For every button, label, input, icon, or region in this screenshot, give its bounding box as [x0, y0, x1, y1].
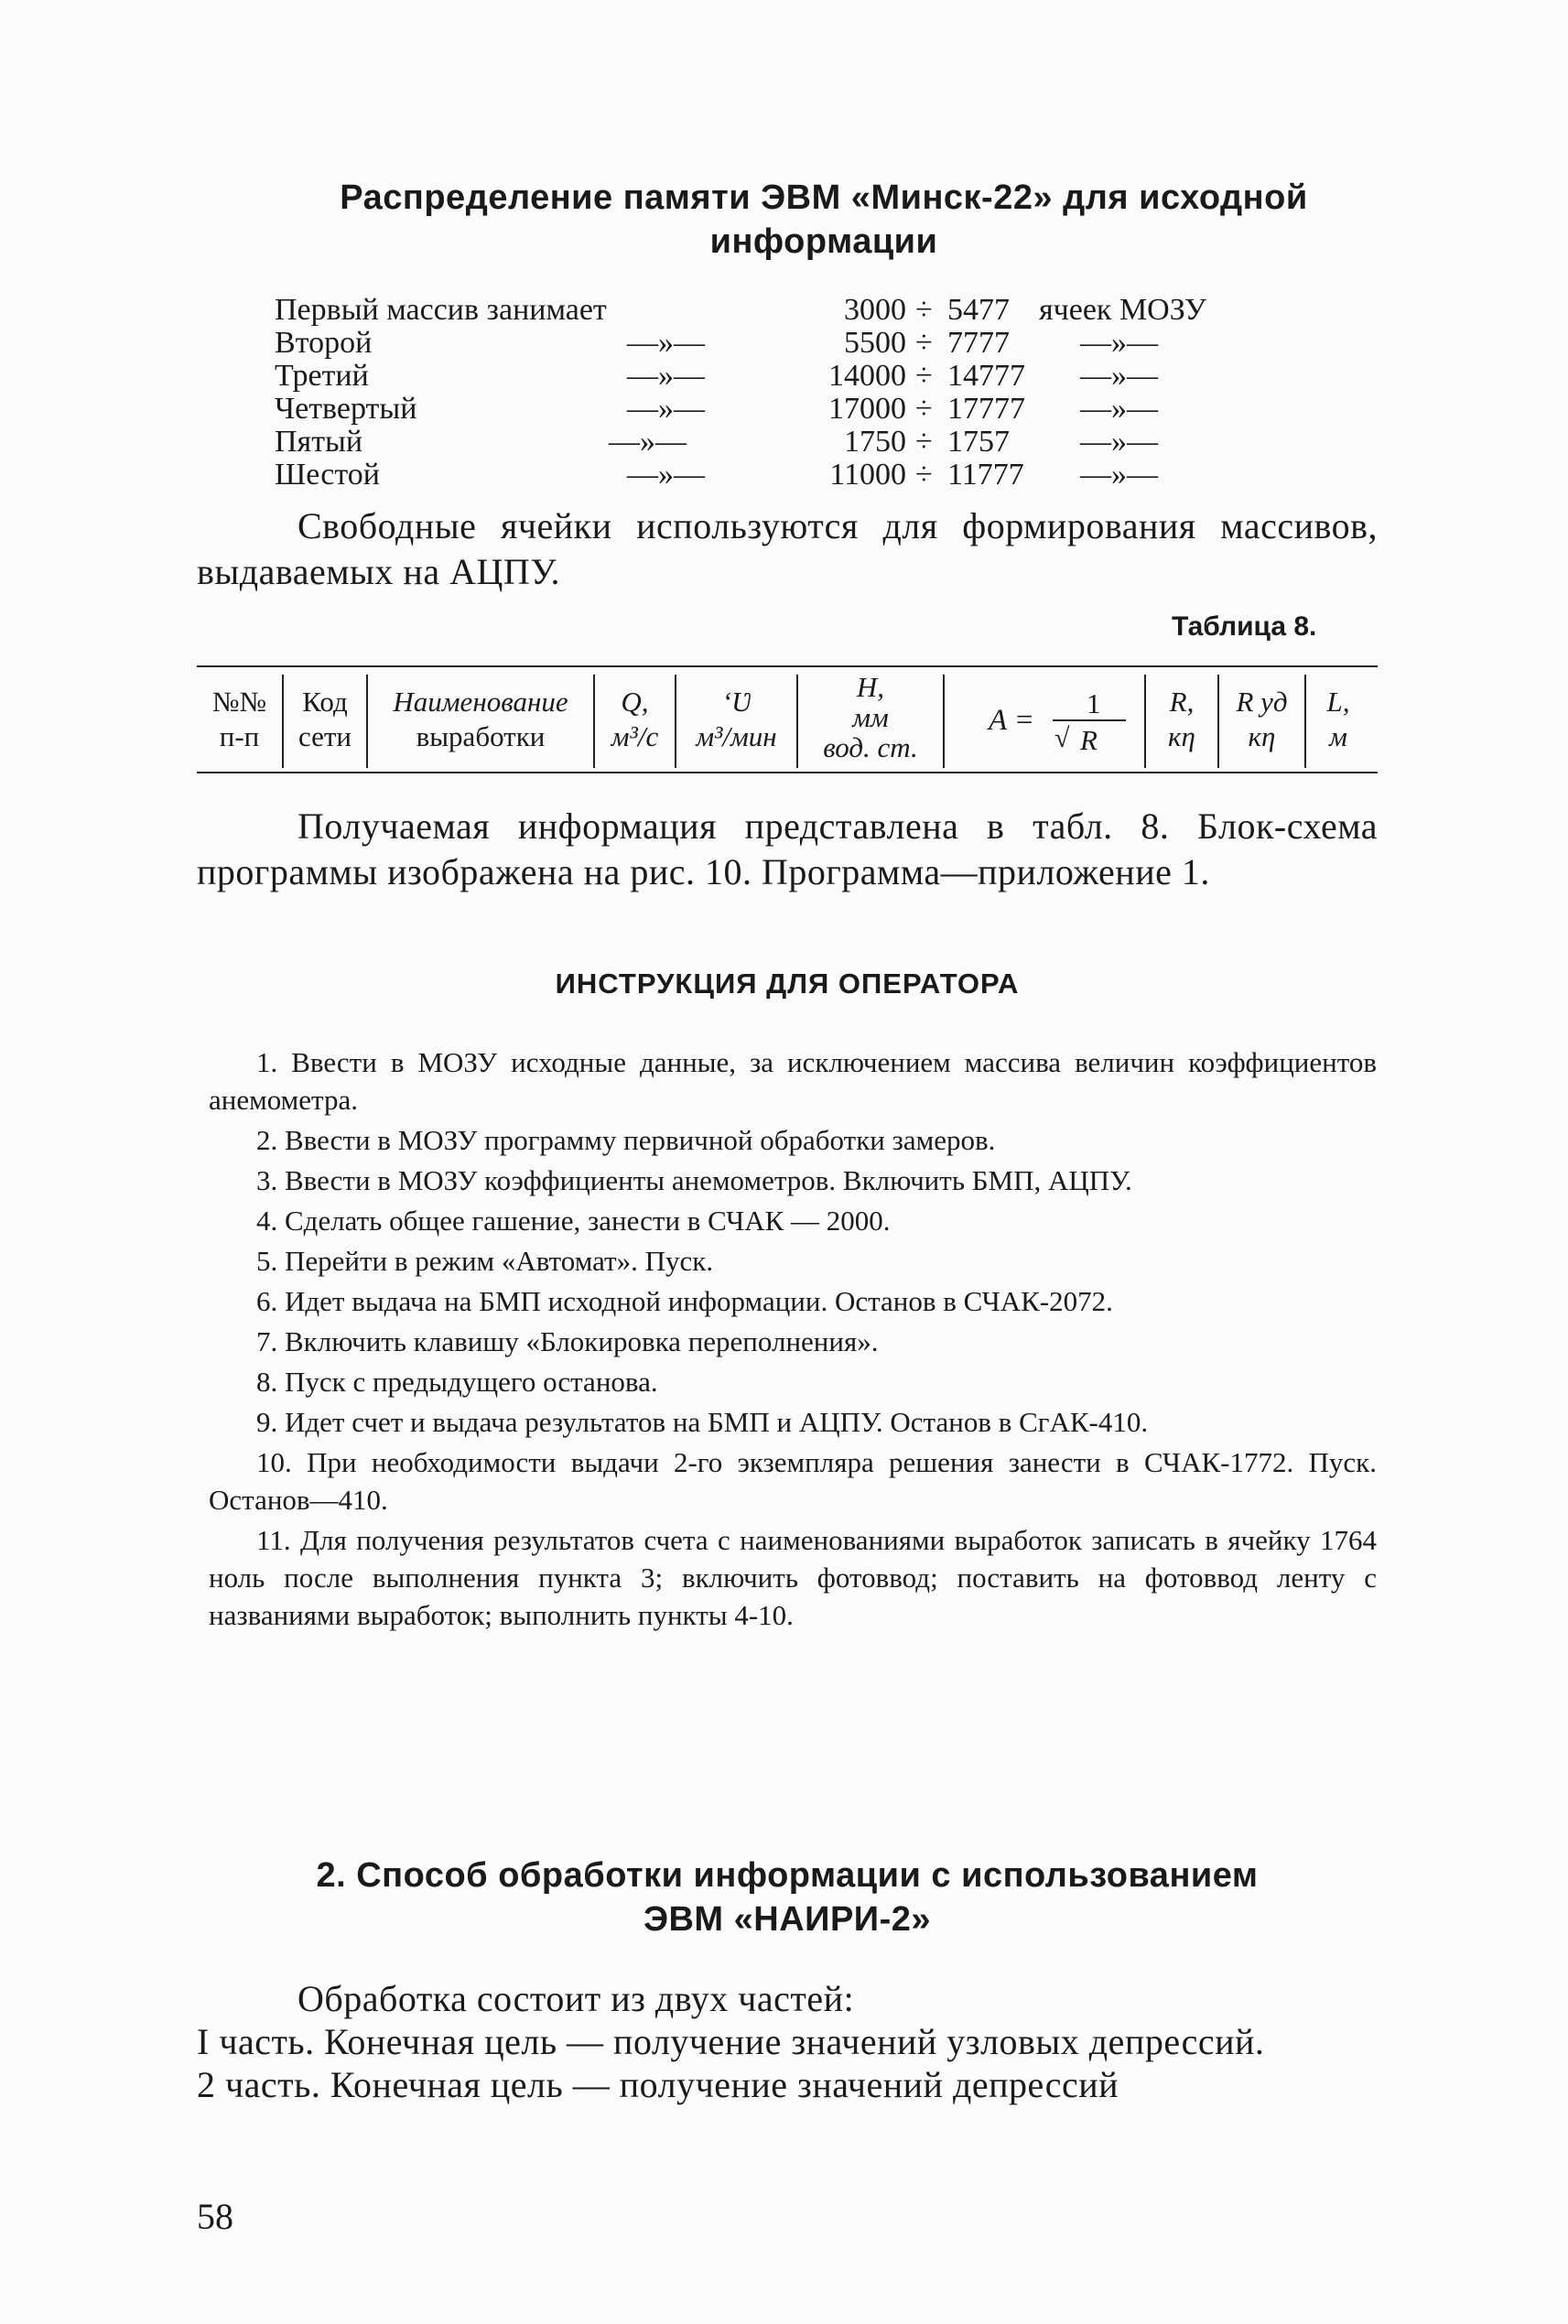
closing-intro: Обработка состоит из двух частей:	[297, 1978, 855, 2019]
header-pressure-h-line1: H,	[856, 671, 885, 703]
range-unit: —»—	[1080, 359, 1158, 393]
header-number	[197, 685, 282, 754]
table-bottom-rule	[197, 772, 1378, 773]
instruction-item: 4. Сделать общее гашение, занести в СЧАК — 2000.	[256, 1205, 891, 1237]
memory-heading	[229, 176, 1419, 264]
instruction-item: 8. Пуск с предыдущего останова.	[256, 1366, 658, 1398]
formula-denominator: R	[1080, 724, 1098, 756]
header-specific-resistance-line2: кη	[1248, 720, 1276, 752]
range-to: 11777	[947, 458, 1024, 492]
array-name: Шестой	[275, 458, 380, 492]
range-to: 7777	[947, 326, 1010, 360]
ditto-mark: —»—	[627, 326, 705, 360]
header-resistance-r-line1: R,	[1169, 686, 1195, 718]
header-resistance-r	[1146, 685, 1217, 754]
header-network-code	[284, 685, 366, 754]
header-pressure-h	[798, 672, 943, 762]
range-from: 3000	[844, 293, 906, 327]
header-network-code-line1: Код	[302, 686, 348, 718]
range-separator: ÷	[915, 392, 933, 426]
memory-heading-line2: информации	[709, 222, 938, 261]
header-number-line1: №№	[211, 686, 267, 718]
array-name: Первый массив занимает	[275, 293, 607, 327]
header-flow-v-line2: м³/мин	[696, 720, 777, 752]
info-paragraph: Получаемая информация представлена в табл. 8. Блок-схема программы изображена на рис. 10. Программа—приложение 1.	[197, 805, 1378, 892]
header-pressure-h-line3: вод. ст.	[823, 731, 918, 763]
free-cells-paragraph: Свободные ячейки используются для формирования массивов, выдаваемых на АЦПУ.	[197, 505, 1378, 592]
header-specific-resistance	[1219, 685, 1304, 754]
range-unit: —»—	[1080, 425, 1158, 459]
closing-part-2: 2 часть. Конечная цель — получение значений депрессий	[197, 2064, 1119, 2105]
memory-row	[275, 326, 1254, 361]
closing-text	[197, 1977, 1378, 2106]
range-from: 1750	[844, 425, 906, 459]
section-2-heading	[197, 1854, 1378, 1941]
memory-row	[275, 425, 1254, 459]
instruction-item: 1. Ввести в МОЗУ исходные данные, за исключением массива величин коэффициентов анемометра.	[209, 1046, 1377, 1116]
instruction-item: 7. Включить клавишу «Блокировка переполнения».	[256, 1325, 879, 1357]
instruction-item: 9. Идет счет и выдача результатов на БМП и АЦПУ. Останов в СгАК-410.	[256, 1406, 1149, 1438]
header-network-code-line2: сети	[297, 720, 352, 752]
header-flow-q	[595, 685, 675, 754]
array-name: Второй	[275, 326, 373, 360]
header-number-line2: п-п	[219, 720, 260, 752]
closing-part-1: I часть. Конечная цель — получение значений узловых депрессий.	[197, 2021, 1265, 2062]
sqrt-icon: √	[1054, 723, 1070, 753]
range-unit: ячеек МОЗУ	[1039, 293, 1206, 327]
range-from: 14000	[828, 359, 906, 393]
range-to: 5477	[947, 293, 1010, 327]
section-2-heading-line1: 2. Способ обработки информации с использованием	[316, 1856, 1259, 1895]
range-unit: —»—	[1080, 326, 1158, 360]
instruction-item: 5. Перейти в режим «Автомат». Пуск.	[256, 1245, 714, 1277]
ditto-mark: —»—	[627, 458, 705, 492]
memory-heading-line1: Распределение памяти ЭВМ «Минск-22» для исходной	[340, 178, 1308, 217]
range-separator: ÷	[915, 359, 933, 393]
instructions-title: ИНСТРУКЦИЯ ДЛЯ ОПЕРАТОРА	[555, 967, 1020, 1000]
header-working-name	[368, 685, 593, 754]
header-flow-v	[676, 685, 796, 754]
ditto-mark: —»—	[627, 359, 705, 393]
header-length-l	[1306, 685, 1370, 754]
header-working-name-line1: Наименование	[393, 686, 568, 718]
ditto-mark: —»—	[627, 392, 705, 426]
header-flow-q-line1: Q,	[621, 686, 649, 718]
instruction-item: 11. Для получения результатов счета с наименованиями выработок записать в ячейку 1764 ноль после выполнения пункта 3; включить фотоввод; поставить на фотоввод ленту с названиями выработок; выполнить пункты 4-10.	[209, 1524, 1377, 1631]
formula-lhs: A =	[989, 704, 1035, 737]
table-top-rule	[197, 665, 1378, 667]
range-to: 17777	[947, 392, 1025, 426]
instructions-list	[209, 1043, 1377, 1637]
range-from: 5500	[844, 326, 906, 360]
section-2-heading-line2: ЭВМ «НАИРИ-2»	[643, 1900, 932, 1939]
range-to: 1757	[947, 425, 1010, 459]
range-from: 11000	[829, 458, 906, 492]
formula-numerator: 1	[1087, 687, 1101, 719]
header-formula-a	[945, 676, 1144, 767]
range-separator: ÷	[915, 326, 933, 360]
instruction-item: 2. Ввести в МОЗУ программу первичной обработки замеров.	[256, 1124, 996, 1156]
instruction-item: 10. При необходимости выдачи 2-го экземпляра решения занести в СЧАК-1772. Пуск. Останов—410.	[209, 1446, 1377, 1516]
range-unit: —»—	[1080, 458, 1158, 492]
range-from: 17000	[828, 392, 906, 426]
header-flow-q-line2: м³/с	[611, 720, 659, 752]
page-number: 58	[197, 2196, 233, 2237]
table-caption: Таблица 8.	[1172, 611, 1317, 642]
header-pressure-h-line2: мм	[852, 701, 889, 733]
header-length-l-line2: м	[1329, 720, 1347, 752]
header-flow-v-line1: ‘Ʋ	[721, 686, 752, 718]
array-name: Четвертый	[275, 392, 417, 426]
header-working-name-line2: выработки	[416, 720, 546, 752]
array-name: Третий	[275, 359, 369, 393]
array-name: Пятый	[275, 425, 363, 459]
header-length-l-line1: L,	[1326, 686, 1350, 718]
range-separator: ÷	[915, 425, 933, 459]
memory-row	[275, 293, 1254, 328]
ditto-mark: —»—	[609, 425, 687, 459]
instruction-item: 3. Ввести в МОЗУ коэффициенты анемометров. Включить БМП, АЦПУ.	[256, 1164, 1132, 1196]
memory-row	[275, 359, 1254, 394]
header-specific-resistance-line1: R уд	[1236, 686, 1288, 718]
range-separator: ÷	[915, 458, 933, 492]
range-unit: —»—	[1080, 392, 1158, 426]
instruction-item: 6. Идет выдача на БМП исходной информации. Останов в СЧАК-2072.	[256, 1285, 1113, 1317]
range-to: 14777	[947, 359, 1025, 393]
range-separator: ÷	[915, 293, 933, 327]
memory-row	[275, 392, 1254, 427]
header-resistance-r-line2: кη	[1168, 720, 1195, 752]
memory-row	[275, 458, 1254, 492]
